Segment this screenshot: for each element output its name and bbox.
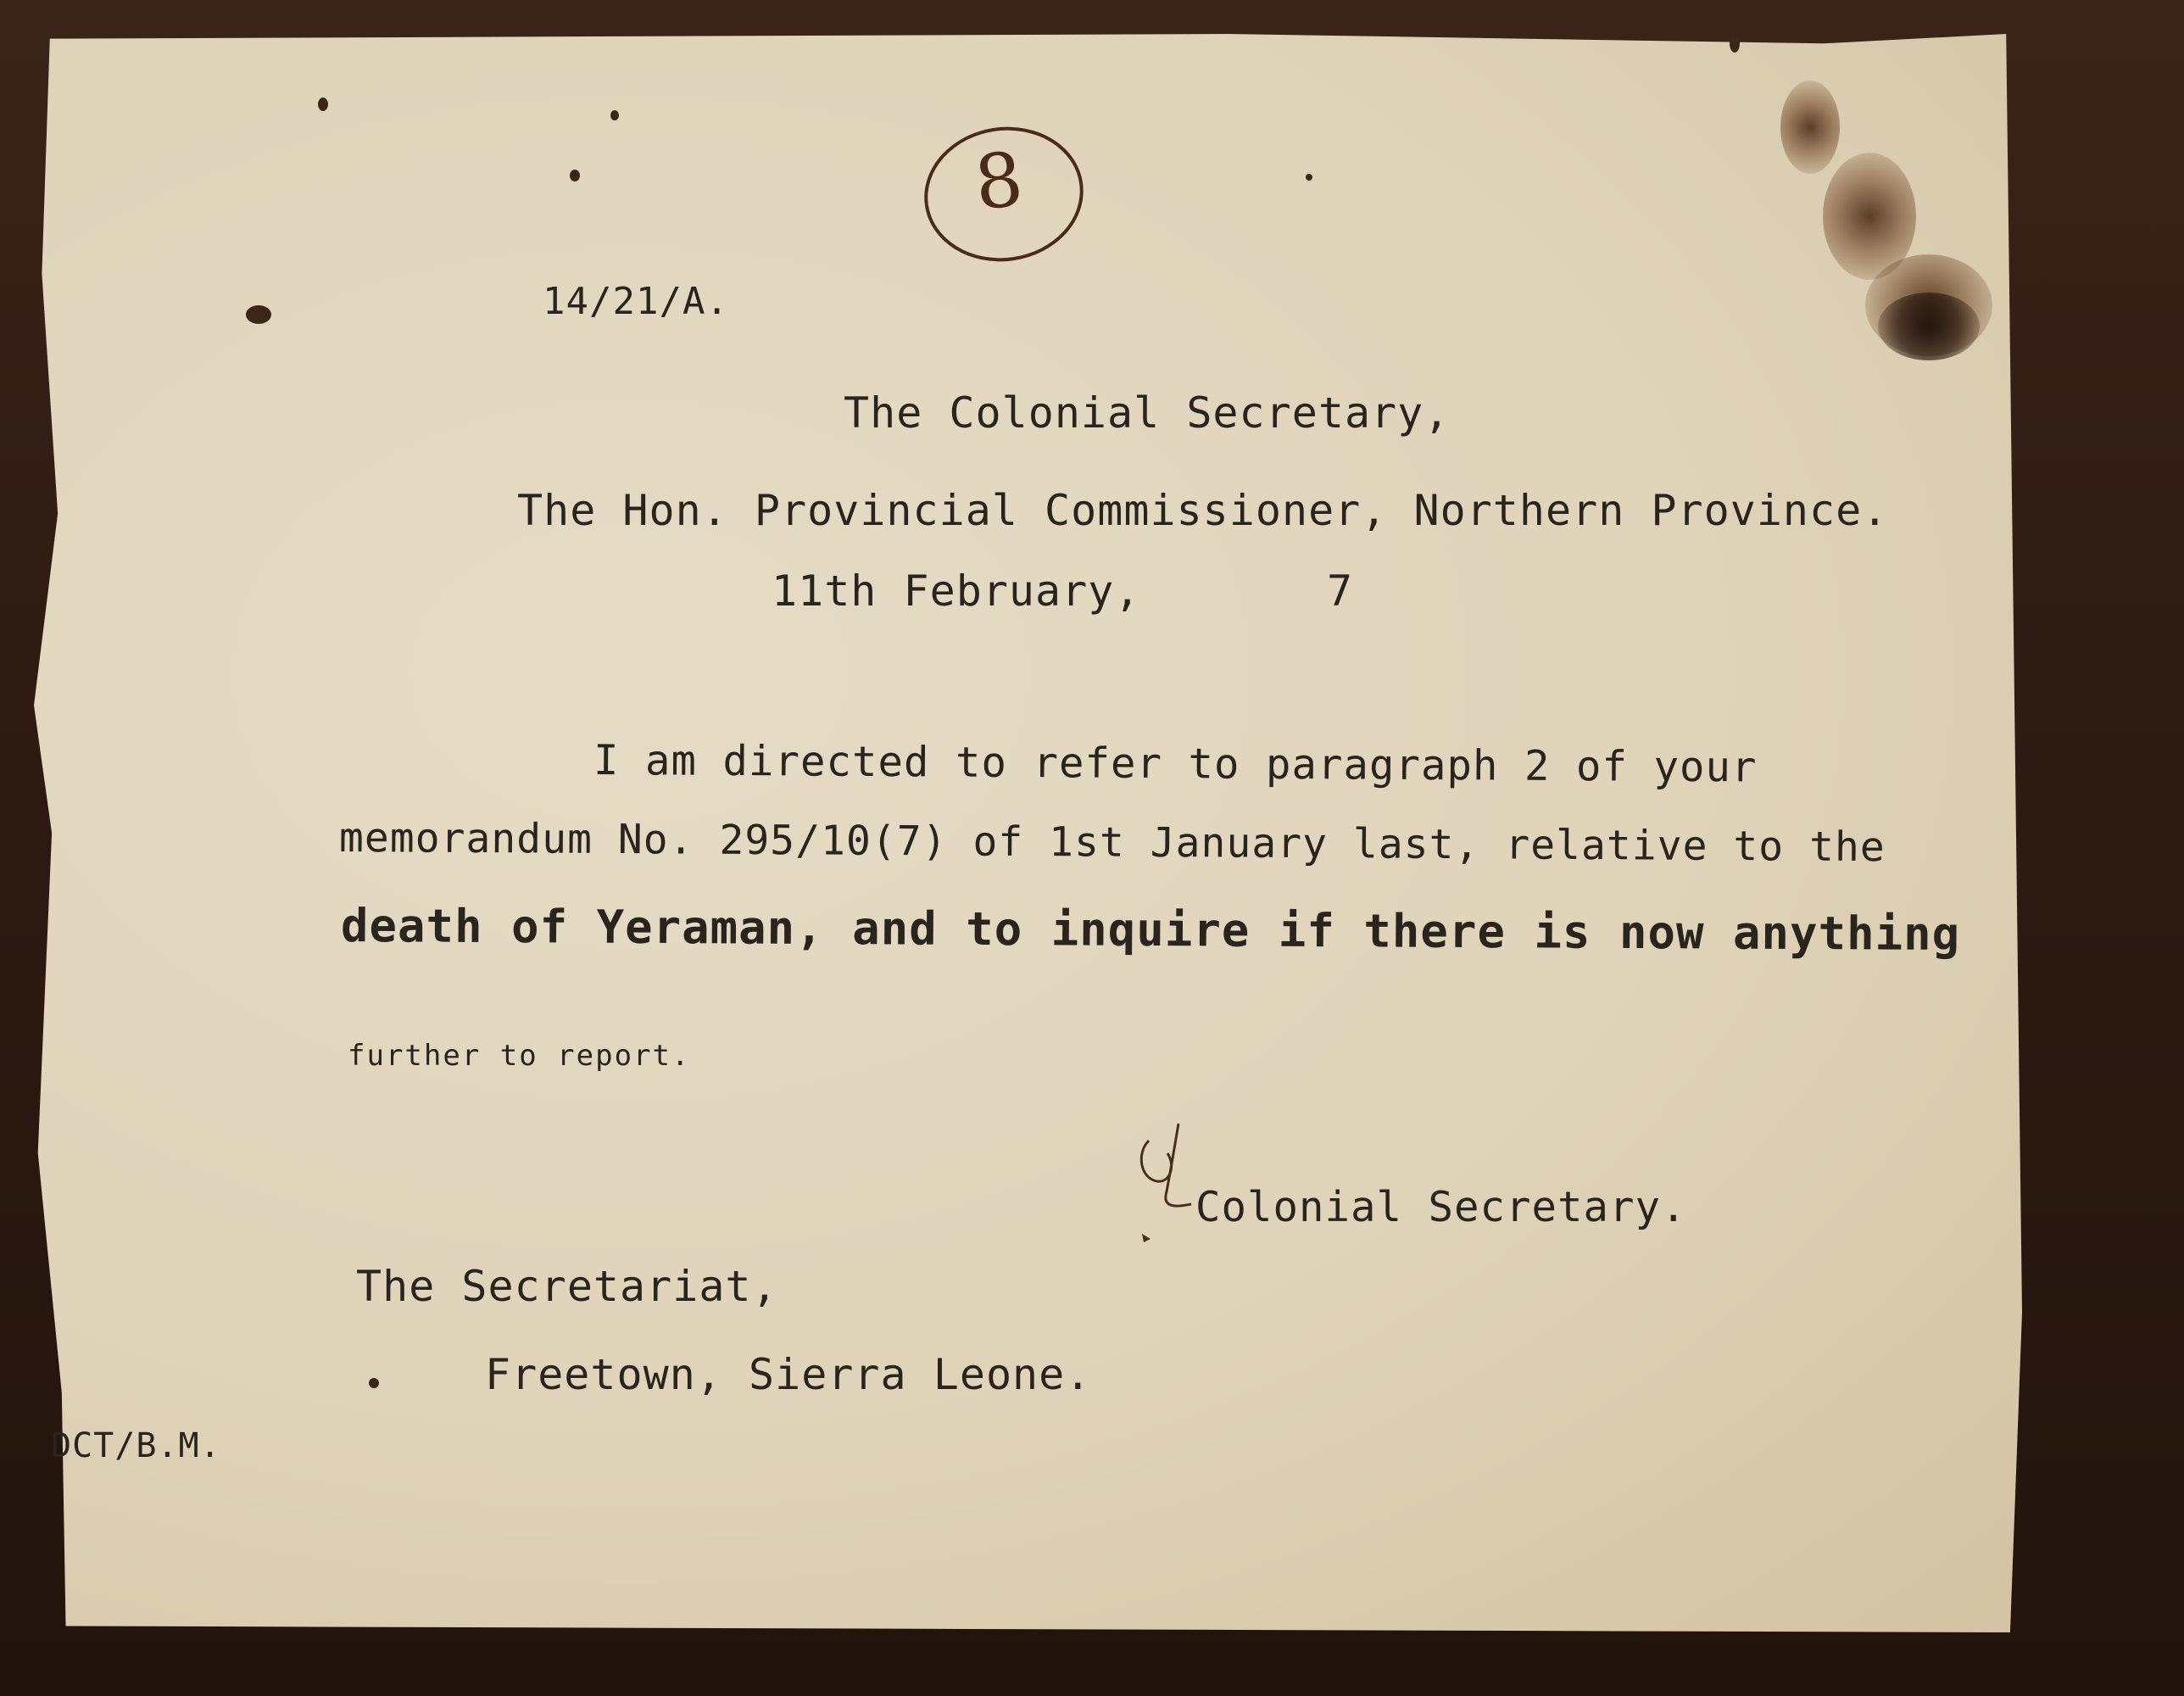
from-line: The Colonial Secretary,	[844, 388, 1451, 438]
to-line: The Hon. Provincial Commissioner, Northern Province.	[517, 486, 1889, 535]
speck	[318, 98, 328, 111]
body-line-2: memorandum No. 295/10(7) of 1st January last, relative to the	[338, 814, 1886, 872]
ink-stain	[1878, 293, 1980, 360]
date-year: 7	[1327, 566, 1354, 616]
speck	[1730, 34, 1740, 53]
signature-title: Colonial Secretary.	[1195, 1183, 1687, 1231]
speck	[246, 305, 271, 324]
speck	[610, 110, 619, 120]
ink-stain	[1780, 81, 1840, 174]
sender-line-2: Freetown, Sierra Leone.	[485, 1350, 1092, 1399]
speck	[369, 1378, 379, 1388]
speck	[1306, 174, 1312, 181]
sender-line-1: The Secretariat,	[356, 1262, 778, 1311]
typist-initials: DCT/B.M.	[51, 1426, 221, 1465]
body-line-3: death of Yeraman, and to inquire if there is now anything	[340, 899, 1961, 962]
folio-number: 8	[970, 135, 1028, 227]
body-line-4: further to report.	[348, 1039, 691, 1073]
date-day-month: 11th February,	[772, 566, 1141, 616]
body-line-1: I am directed to refer to paragraph 2 of your	[593, 736, 1758, 792]
speck	[570, 170, 580, 181]
file-reference: 14/21/A.	[543, 280, 729, 323]
